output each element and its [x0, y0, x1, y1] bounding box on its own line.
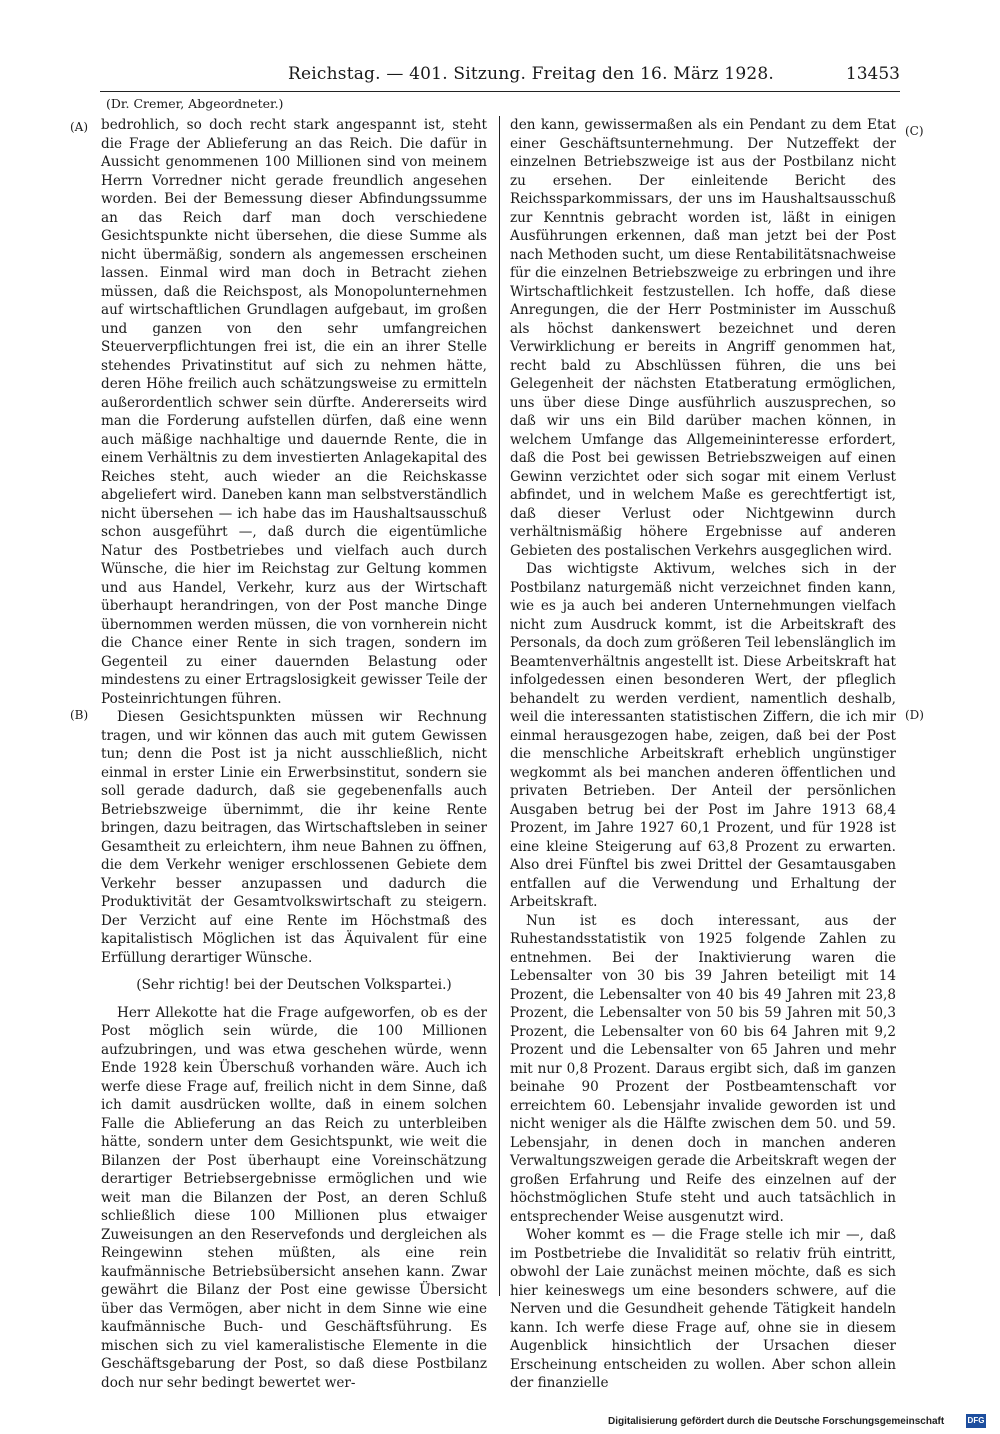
- paragraph: Herr Allekotte hat die Frage aufgeworfen, ob es der Post möglich sein würde, die 100 Millionen aufzubringen, und was etwa geschehen würde, wenn Ende 1928 kein Überschuß vorhanden wäre. Auch ich werfe diese Frage auf, freilich nicht in dem Sinne, daß ich damit ausdrücken wollte, daß in einem solchen Falle die Ablieferung an das Reich zu unterbleiben hätte, sondern unter dem Gesichtspunkt, wie weit die Bilanzen der Post überhaupt eine Voreinschätzung derartiger Betriebsergebnisse ermöglichen und wie weit man die Bilanzen der Post, an deren Schluß schließlich diese 100 Millionen plus etwaiger Zuweisungen an den Reservefonds und dergleichen als Reingewinn stehen müßten, als eine rein kaufmännische Betriebsübersicht ansehen kann. Zwar gewährt die Bilanz der Post eine gewisse Übersicht über das Vermögen, aber nicht in dem Sinne wie eine kaufmännische Buch- und Geschäftsführung. Es mischen sich zu viel kameralistische Elemente in die Geschäftsgebarung der Post, so daß diese Postbilanz doch nur sehr bedingt bewertet wer-: [101, 1004, 487, 1391]
- margin-marker-d: (D): [905, 708, 924, 722]
- paragraph: bedrohlich, so doch recht stark angespannt ist, steht die Frage der Ablieferung an das Reich. Die dafür in Aussicht genommenen 100 Millionen sind von meinem Herrn Vorredner nicht gerade freundlich angesehen worden. Bei der Bemessung dieser Abfindungssumme an das Reich darf man doch verschiedene Gesichtspunkte nicht übersehen, die diese Summe als nicht übermäßig, sondern als angemessen erscheinen lassen. Einmal wird man doch in Betracht ziehen müssen, daß die Reichspost, als Monopolunternehmen auf wirtschaftlichen Grundlagen aufgebaut, im großen und ganzen von den sehr umfangreichen Steuerverpflichtungen frei ist, die ein an ihrer Stelle stehendes Privatinstitut auf sich zu nehmen hätte, deren Höhe freilich auch schätzungsweise zu ermitteln außerordentlich schwer sein dürfte. Andererseits wird man die Forderung aufstellen dürfen, daß eine wenn auch mäßige nachhaltige und dauernde Rente, die in einem Verhältnis zu dem investierten Anlagekapital des Reiches steht, auch wieder an die Reichskasse abgeliefert wird. Daneben kann man selbstverständlich nicht übersehen — ich habe das im Haushaltsausschuß schon ausgeführt —, daß durch die eigentümliche Natur des Postbetriebes und vielfach auch durch Wünsche, die hier im Reichstag zur Geltung kommen und aus Handel, Verkehr, kurz aus der Wirtschaft überhaupt herandringen, von der Post manche Dinge übernommen werden müssen, die von vornherein nicht die Chance einer Rente in sich tragen, sondern im Gegenteil zu einer dauernden Belastung oder mindestens zu einer Ertragslosigkeit gewisser Teile der Posteinrichtungen führen.: [101, 117, 487, 707]
- digitization-credit: Digitalisierung gefördert durch die Deutsche Forschungsgemeinschaft: [608, 1416, 945, 1427]
- dfg-logo: DFG: [966, 1414, 986, 1428]
- left-column: [101, 116, 487, 1392]
- page-title: Reichstag. — 401. Sitzung. Freitag den 16. März 1928.: [288, 64, 774, 84]
- paragraph: Woher kommt es — die Frage stelle ich mir —, daß im Postbetriebe die Invalidität so relativ früh eintritt, obwohl der Laie zunächst meinen möchte, daß es sich hier keineswegs um eine besonders schwere, auf die Nerven und die Gesundheit gehende Tätigkeit handeln kann. Ich werfe diese Frage auf, ohne sie in diesem Augenblick hinsichtlich der Ursachen dieser Erscheinung entscheiden zu wollen. Aber schon allein der finanzielle: [510, 1227, 896, 1391]
- header-rule: [100, 91, 900, 92]
- paragraph: Diesen Gesichtspunkten müssen wir Rechnung tragen, und wir können das auch mit gutem Gewissen tun; denn die Post ist ja nicht ausschließlich, nicht einmal in erster Linie ein Erwerbsinstitut, sondern sie soll gerade dadurch, daß sie gegebenenfalls auch Betriebszweige übernimmt, die ihr keine Rente bringen, dazu beitragen, das Wirtschaftsleben in seiner Gesamtheit zu erleichtern, ihm neue Bahnen zu öffnen, die dem Verkehr weniger erschlossenen Gebiete dem Verkehr besser anzupassen und dadurch die Produktivität der Gesamtvolkswirtschaft zu steigern. Der Verzicht auf eine Rente im Höchstmaß des kapitalistisch Möglichen ist das Äquivalent für eine Erfüllung derartiger Wünsche.: [101, 709, 487, 966]
- page-number: 13453: [845, 64, 900, 84]
- margin-marker-a: (A): [70, 120, 89, 134]
- margin-marker-c: (C): [905, 124, 924, 138]
- margin-marker-b: (B): [70, 708, 89, 722]
- interjection: (Sehr richtig! bei der Deutschen Volkspartei.): [136, 977, 452, 993]
- paragraph: Nun ist es doch interessant, aus der Ruhestandsstatistik von 1925 folgende Zahlen zu entnehmen. Bei der Inaktivierung waren die Lebensalter von 30 bis 39 Jahren beteiligt mit 14 Prozent, die Lebensalter von 40 bis 49 Jahren mit 23,8 Prozent, die Lebensalter von 50 bis 59 Jahren mit 50,3 Prozent, die Lebensalter von 60 bis 64 Jahren mit 9,2 Prozent und die Lebensalter von 65 Jahren und mehr mit nur 0,8 Prozent. Daraus ergibt sich, daß im ganzen beinahe 90 Prozent der Postbeamtenschaft vor erreichtem 60. Lebensjahr invalide geworden ist und nicht weniger als die Hälfte zwischen dem 50. und 59. Lebensjahr, in denen doch in manchen anderen Verwaltungszweigen gerade die Arbeitskraft wegen der großen Erfahrung und Reife des einzelnen auf der höchstmöglichen Stufe steht und auch tatsächlich in entsprechender Weise ausgenutzt wird.: [510, 912, 896, 1225]
- column-divider: [499, 116, 500, 1296]
- paragraph: den kann, gewissermaßen als ein Pendant zu dem Etat einer Geschäftsunternehmung. Der Nutzeffekt der einzelnen Betriebszweige ist aus der Postbilanz nicht zu ersehen. Der einleitende Bericht des Reichssparkommissars, der uns im Haushaltsausschuß zur Kenntnis gebracht worden ist, läßt in einigen Ausführungen erkennen, daß man jetzt bei der Post nach Methoden sucht, um diese Rentabilitätsnachweise für die einzelnen Betriebszweige zu erbringen und ihre Wirtschaftlichkeit festzustellen. Ich hoffe, daß diese Anregungen, die der Herr Postminister im Ausschuß als höchst dankenswert bezeichnet und deren Verwirklichung er bereits in Angriff genommen hat, recht bald zu Abschlüssen führen, die uns bei Gelegenheit der nächsten Etatberatung ermöglichen, uns über diese Dinge ausführlich auszusprechen, so daß wir uns ein Bild darüber machen können, in welchem Umfange das Allgemeininteresse erfordert, daß die Post bei gewissen Betriebszweigen auf einen Gewinn verzichtet oder sich sogar mit einem Verlust abfindet, und in welchem Maße es gerechtfertigt ist, daß dieser Verlust oder Nichtgewinn durch verhältnismäßig höhere Ergebnisse auf anderen Gebieten des postalischen Verkehrs ausgeglichen wird.: [510, 117, 896, 559]
- paragraph: Das wichtigste Aktivum, welches sich in der Postbilanz naturgemäß nicht verzeichnet finden kann, wie es ja auch bei anderen Unternehmungen vielfach nicht zum Ausdruck kommt, ist die Arbeitskraft des Personals, da doch zum größeren Teil lebenslänglich im Beamtenverhältnis angestellt ist. Diese Arbeitskraft hat infolgedessen einen besonderen Wert, der pfleglich behandelt zu werden verdient, namentlich deshalb, weil die interessanten statistischen Ziffern, die ich mir einmal herausgezogen habe, zeigen, daß bei der Post die menschliche Arbeitskraft erheblich ungünstiger wegkommt als bei manchen anderen öffentlichen und privaten Betrieben. Der Anteil der persönlichen Ausgaben betrug bei der Post im Jahre 1913 68,4 Prozent, im Jahre 1927 60,1 Prozent, und für 1928 ist eine kleine Steigerung auf 63,8 Prozent zu erwarten. Also drei Fünftel bis zwei Drittel der Gesamtausgaben entfallen auf die Verwendung und Erhaltung der Arbeitskraft.: [510, 561, 896, 910]
- right-column: [510, 116, 896, 1393]
- speaker-note: (Dr. Cremer, Abgeordneter.): [106, 96, 284, 111]
